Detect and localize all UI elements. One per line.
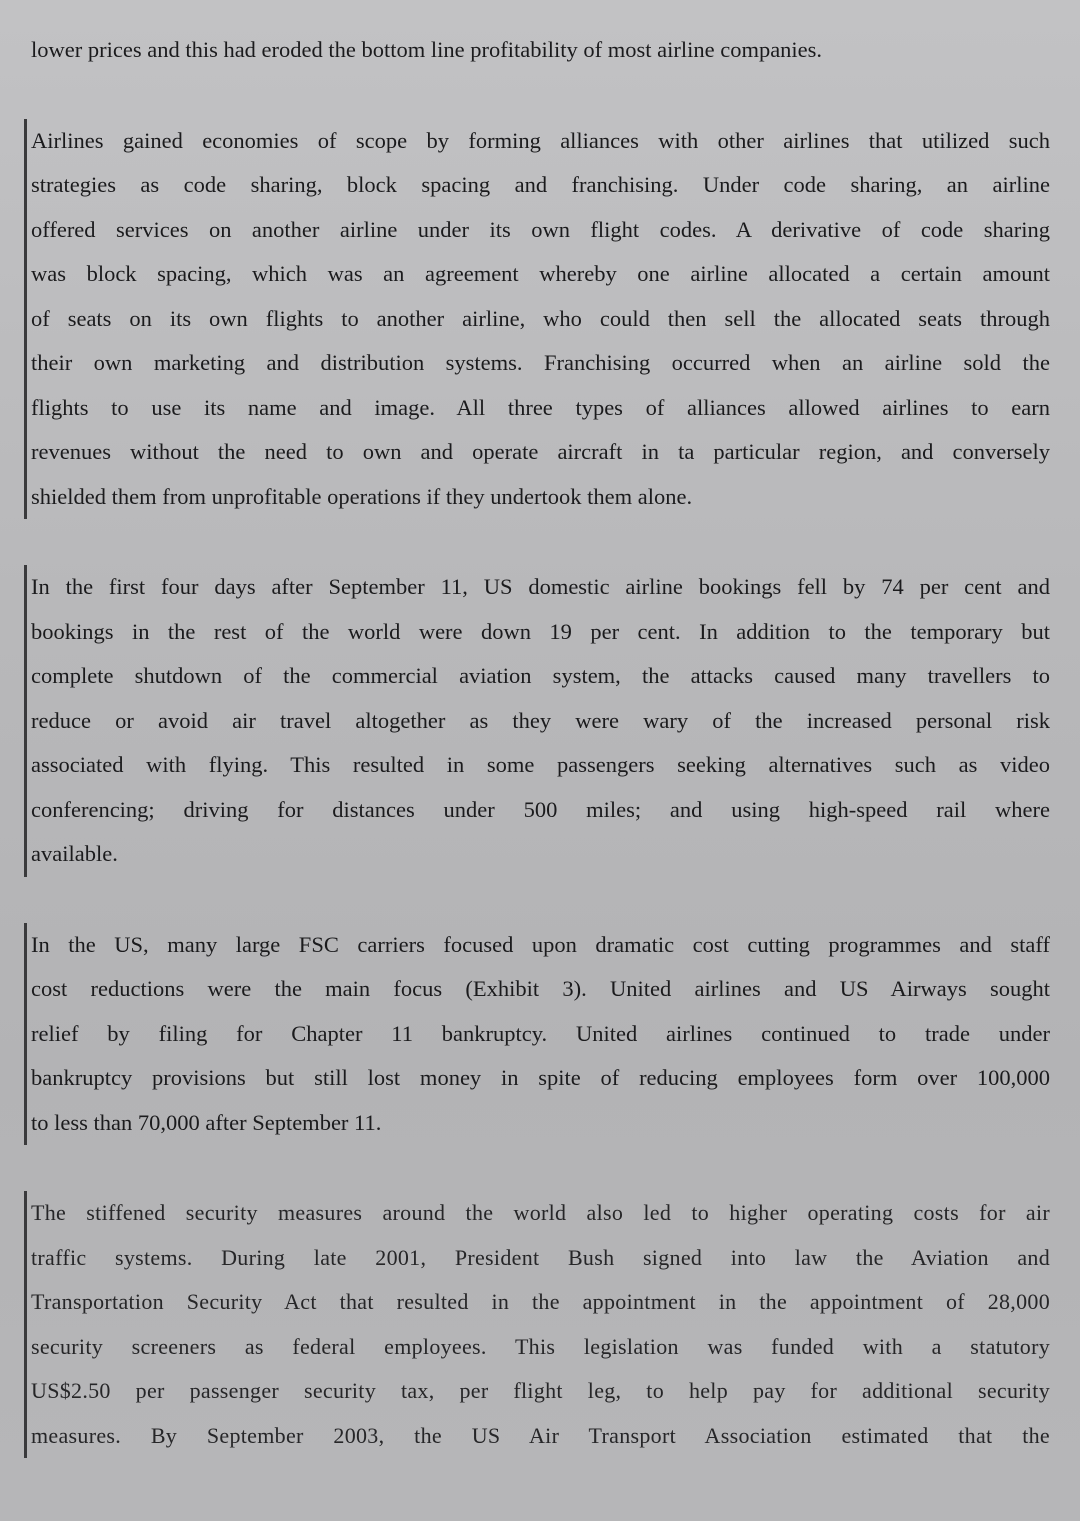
text-line: was block spacing, which was an agreement whereby one airline allocated a certain amount (31, 261, 1050, 286)
text-line: revenues without the need to own and operate aircraft in ta particular region, and conversely (31, 439, 1050, 464)
text-line: lower prices and this had eroded the bottom line profitability of most airline companies. (31, 37, 823, 62)
text-line: their own marketing and distribution systems. Franchising occurred when an airline sold the (31, 350, 1050, 375)
text-line: measures. By September 2003, the US Air Transport Association estimated that the (31, 1422, 1050, 1448)
text-line: bankruptcy provisions but still lost money in spite of reducing employees form over 100,000 (31, 1065, 1050, 1090)
paragraph-gap (24, 73, 1050, 119)
paragraph-gap (24, 1145, 1050, 1191)
text-line: offered services on another airline under its own flight codes. A derivative of code sharing (31, 216, 1050, 242)
text-line: In the first four days after September 11, US domestic airline bookings fell by 74 per cent and (31, 574, 1050, 599)
text-line: reduce or avoid air travel altogether as they were wary of the increased personal risk (31, 707, 1050, 733)
text-line: relief by filing for Chapter 11 bankruptcy. United airlines continued to trade under (31, 1020, 1050, 1046)
text-line: strategies as code sharing, block spacing and franchising. Under code sharing, an airline (31, 172, 1050, 197)
text-line: In the US, many large FSC carriers focused upon dramatic cost cutting programmes and staff (31, 931, 1050, 957)
paragraph-2 (24, 119, 1050, 520)
text-line: associated with flying. This resulted in some passengers seeking alternatives such as video (31, 752, 1050, 777)
text-line: The stiffened security measures around the world also led to higher operating costs for air (31, 1200, 1050, 1225)
paragraph-gap (24, 877, 1050, 923)
text-line: complete shutdown of the commercial aviation system, the attacks caused many travellers to (31, 663, 1050, 688)
paragraph-3 (24, 565, 1050, 877)
text-line: of seats on its own flights to another airline, who could then sell the allocated seats through (31, 305, 1050, 331)
paragraph-gap (24, 519, 1050, 565)
text-line: bookings in the rest of the world were down 19 per cent. In addition to the temporary but (31, 618, 1050, 644)
text-line: Transportation Security Act that resulted in the appointment in the appointment of 28,000 (31, 1289, 1050, 1314)
text-line: security screeners as federal employees. This legislation was funded with a statutory (31, 1333, 1050, 1359)
text-line: conferencing; driving for distances under 500 miles; and using high-speed rail where (31, 796, 1050, 822)
text-line: to less than 70,000 after September 11. (31, 1109, 382, 1135)
text-line: available. (31, 841, 118, 866)
paragraph-5 (24, 1191, 1050, 1458)
paragraph-4 (24, 923, 1050, 1146)
text-line: shielded them from unprofitable operations if they undertook them alone. (31, 483, 693, 509)
paragraph-1 (24, 28, 1050, 73)
text-line: flights to use its name and image. All three types of alliances allowed airlines to earn (31, 394, 1050, 420)
text-line: US$2.50 per passenger security tax, per flight leg, to help pay for additional security (31, 1378, 1050, 1403)
text-line: traffic systems. During late 2001, President Bush signed into law the Aviation and (31, 1244, 1050, 1270)
text-line: Airlines gained economies of scope by forming alliances with other airlines that utilized such (31, 127, 1050, 153)
text-line: cost reductions were the main focus (Exhibit 3). United airlines and US Airways sought (31, 976, 1050, 1001)
